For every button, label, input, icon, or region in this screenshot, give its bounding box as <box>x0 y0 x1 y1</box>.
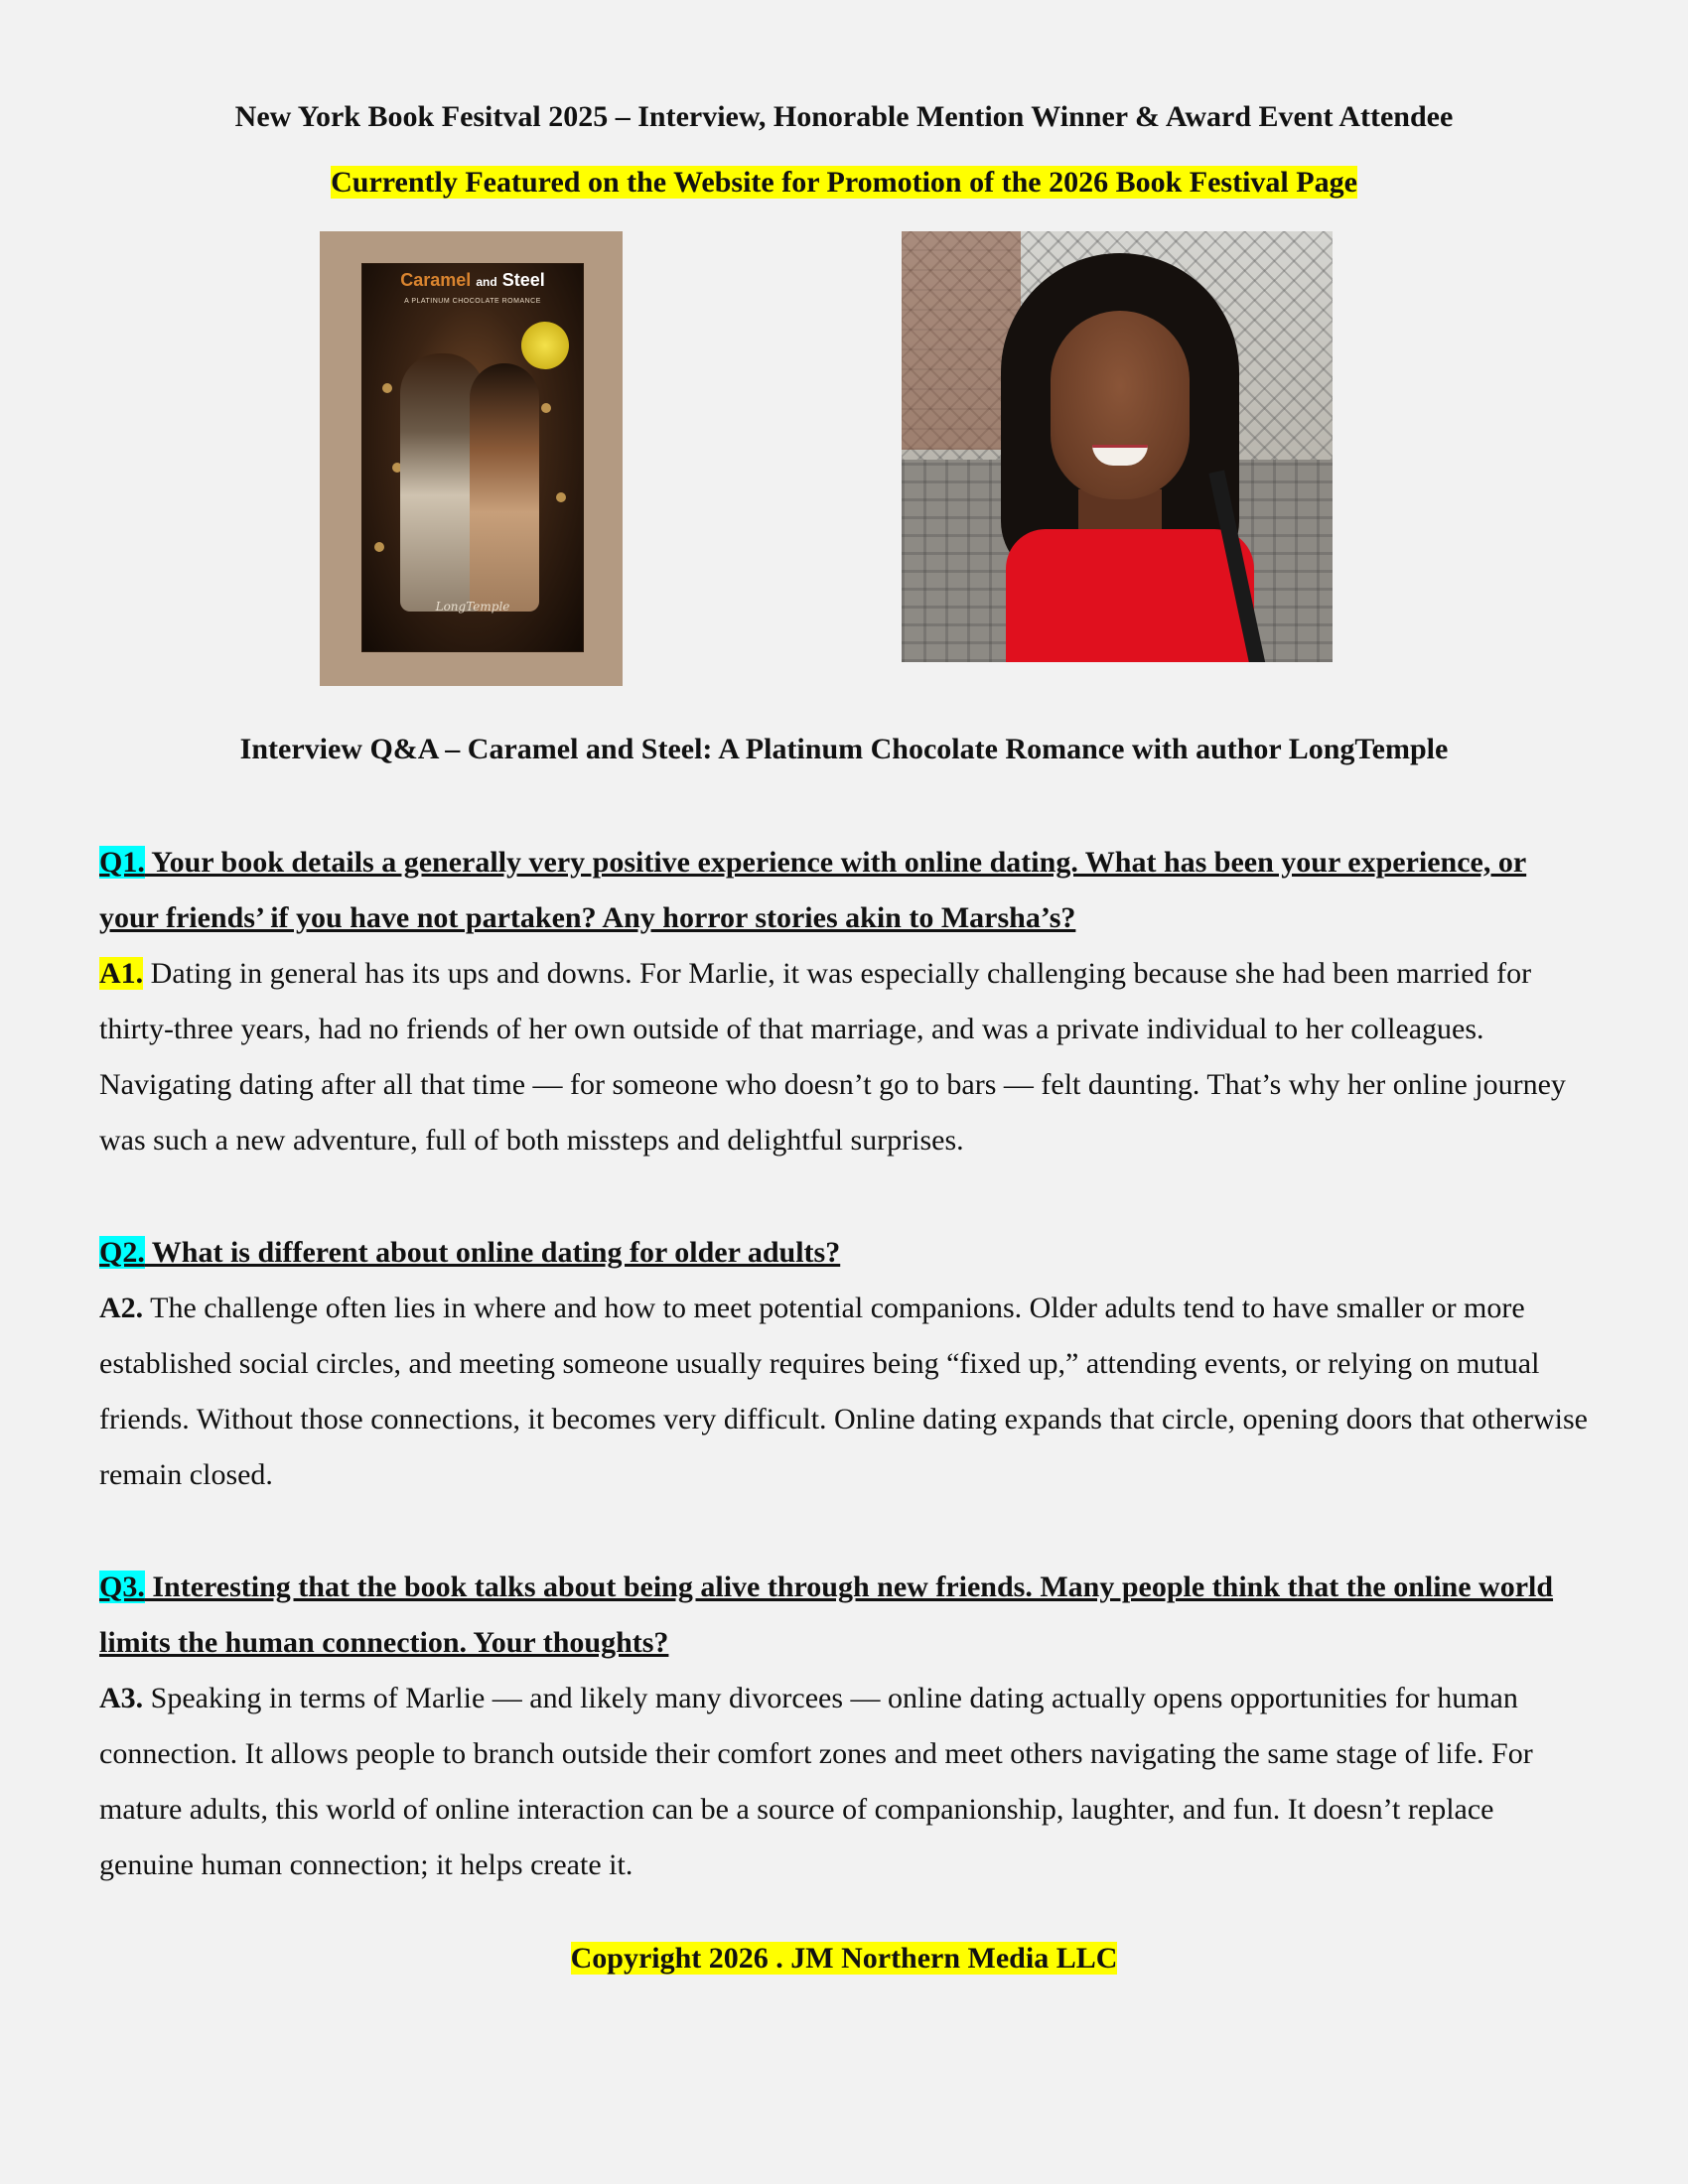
qa-item-2 <box>99 1225 1589 1503</box>
question-3-text: Interesting that the book talks about being alive through new friends. Many people think that the online world limits the human connection. Your thoughts? <box>99 1570 1554 1659</box>
featured-notice <box>0 163 1688 203</box>
answer-3-tag: A3. <box>99 1682 144 1714</box>
photo-face <box>1051 311 1190 499</box>
answer-3-text: Speaking in terms of Marlie — and likely many divorcees — online dating actually opens opportunities for human connection. It allows people to branch outside their comfort zones and meet others navigating the same stage of life. For mature adults, this world of online interaction can be a source of companionship, laughter, and fun. It doesn’t replace genuine human connection; it helps create it. <box>99 1682 1533 1881</box>
author-photo <box>902 231 1333 662</box>
copyright-notice <box>0 1939 1688 1979</box>
question-1-text: Your book details a generally very positive experience with online dating. What has been your experience, or your friends’ if you have not partaken? Any horror stories akin to Marsha’s? <box>99 846 1527 934</box>
question-2-text: What is different about online dating for older adults? <box>144 1236 841 1269</box>
answer-2 <box>99 1281 1589 1503</box>
answer-1-text: Dating in general has its ups and downs. For Marlie, it was especially challenging because she had been married for thirty-three years, had no friends of her own outside of that marriage, and was a private individual to her colleagues. Navigating dating after all that time — for someone who doesn’t go to bars — felt daunting. That’s why her online journey was such a new adventure, full of both missteps and delightful surprises. <box>99 957 1566 1157</box>
question-1-tag: Q1. <box>99 846 145 879</box>
answer-1-tag: A1. <box>99 957 144 990</box>
question-2-tag: Q2. <box>99 1236 145 1269</box>
question-3-tag: Q3. <box>99 1570 145 1603</box>
book-cover-subtitle: A PLATINUM CHOCOLATE ROMANCE <box>404 298 541 305</box>
photo-shirt <box>1006 529 1254 662</box>
qa-item-1 <box>99 835 1589 1168</box>
answer-2-text: The challenge often lies in where and how to meet potential companions. Older adults tend to have smaller or more established social circles, and meeting someone usually requires being “fixed up,” attending events, or relying on mutual friends. Without those connections, it becomes very difficult. Online dating expands that circle, opening doors that otherwise remain closed. <box>99 1292 1588 1491</box>
question-2 <box>99 1225 1589 1281</box>
book-cover-art <box>361 263 584 652</box>
answer-2-tag: A2. <box>99 1292 144 1324</box>
book-cover-image <box>320 231 623 686</box>
cover-figure-woman <box>470 363 539 612</box>
book-cover-title: Caramel and Steel <box>400 270 545 290</box>
answer-1 <box>99 946 1589 1168</box>
question-1 <box>99 835 1589 946</box>
copyright-highlight: Copyright 2026 . JM Northern Media LLC <box>570 1942 1118 1975</box>
award-seal-icon <box>513 314 577 377</box>
qa-item-3 <box>99 1560 1589 1893</box>
question-3 <box>99 1560 1589 1671</box>
page-title: New York Book Fesitval 2025 – Interview, Honorable Mention Winner & Award Event Attendee <box>234 100 1454 133</box>
interview-heading: Interview Q&A – Caramel and Steel: A Platinum Chocolate Romance with author LongTemple <box>239 733 1449 765</box>
featured-highlight: Currently Featured on the Website for Promotion of the 2026 Book Festival Page <box>331 166 1357 199</box>
book-cover-signature: LongTemple <box>435 600 510 614</box>
answer-3 <box>99 1671 1589 1893</box>
